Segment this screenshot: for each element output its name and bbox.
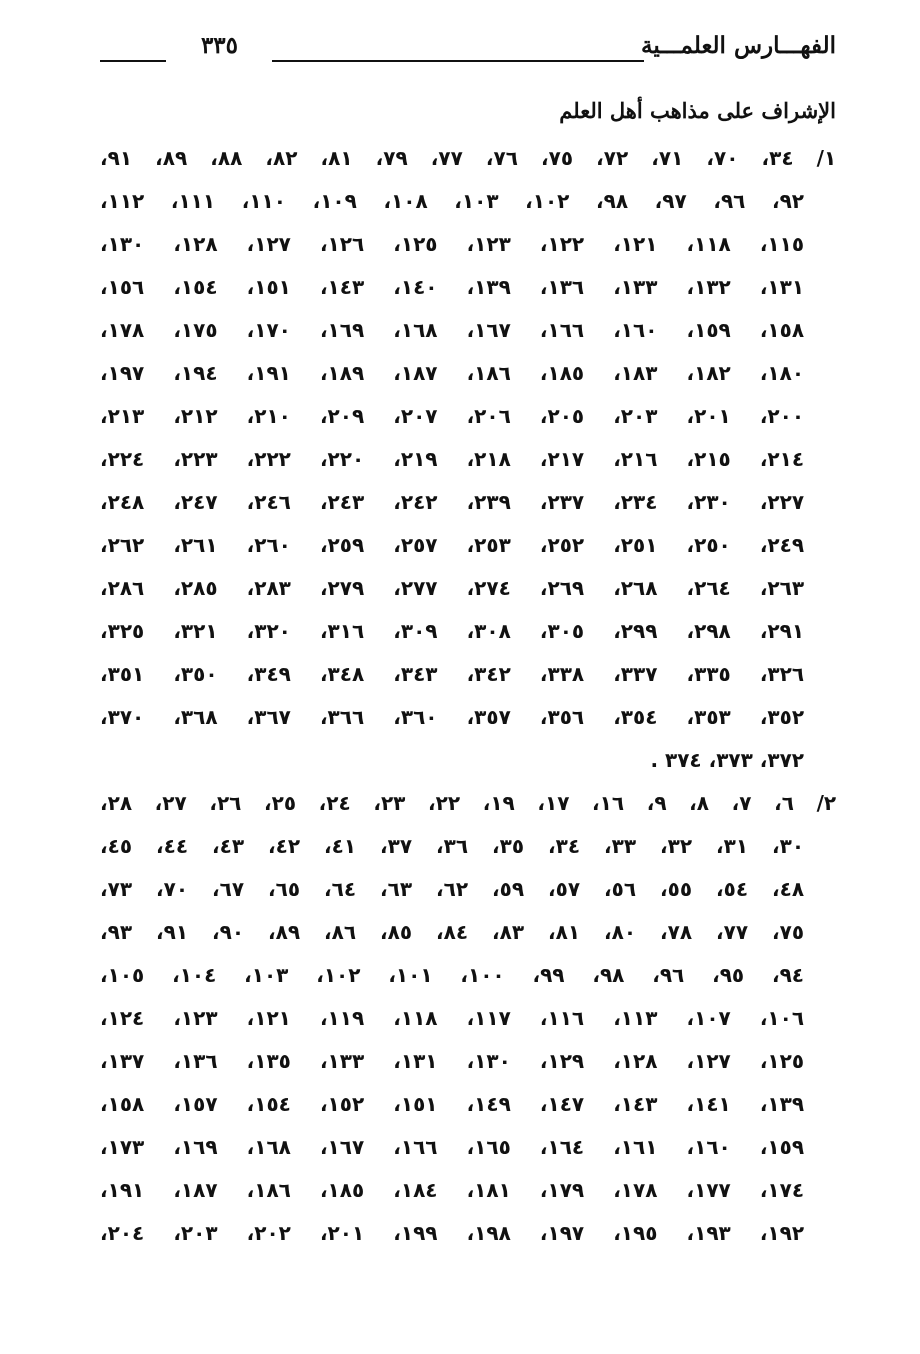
index-line: ١٣١، ١٣٢، ١٣٣، ١٣٦، ١٣٩، ١٤٠، ١٤٣، ١٥١، ١٥٤، ١٥٦،	[100, 275, 805, 299]
index-line: ١٥٨، ١٥٩، ١٦٠، ١٦٦، ١٦٧، ١٦٨، ١٦٩، ١٧٠، ١٧٥، ١٧٨،	[100, 318, 805, 342]
index-line: ٢٦٣، ٢٦٤، ٢٦٨، ٢٦٩، ٢٧٤، ٢٧٧، ٢٧٩، ٢٨٣، ٢٨٥، ٢٨٦،	[100, 576, 805, 600]
section-heading: الإشراف على مذاهب أهل العلم	[559, 98, 836, 123]
index-line: ١٠٦، ١٠٧، ١١٣، ١١٦، ١١٧، ١١٨، ١١٩، ١٢١، ١٢٣، ١٢٤،	[100, 1006, 805, 1030]
index-line: ١١٥، ١١٨، ١٢١، ١٢٢، ١٢٣، ١٢٥، ١٢٦، ١٢٧، ١٢٨، ١٣٠،	[100, 232, 805, 256]
index-line: ١/ ٣٤، ٧٠، ٧١، ٧٢، ٧٥، ٧٦، ٧٧، ٧٩، ٨١، ٨٢، ٨٨، ٨٩، ٩١،	[100, 146, 837, 170]
index-line: ١٩٢، ١٩٣، ١٩٥، ١٩٧، ١٩٨، ١٩٩، ٢٠١، ٢٠٢، ٢٠٣، ٢٠٤،	[100, 1221, 805, 1245]
index-entries	[100, 137, 836, 1255]
index-line: ١٨٠، ١٨٢، ١٨٣، ١٨٥، ١٨٦، ١٨٧، ١٨٩، ١٩١، ١٩٤، ١٩٧،	[100, 361, 805, 385]
index-line: ٤٨، ٥٤، ٥٥، ٥٦، ٥٧، ٥٩، ٦٢، ٦٣، ٦٤، ٦٥، ٦٧، ٧٠، ٧٣،	[100, 877, 805, 901]
index-line: ٢٠٠، ٢٠١، ٢٠٣، ٢٠٥، ٢٠٦، ٢٠٧، ٢٠٩، ٢١٠، ٢١٢، ٢١٣،	[100, 404, 805, 428]
index-line: ١٣٩، ١٤١، ١٤٣، ١٤٧، ١٤٩، ١٥١، ١٥٢، ١٥٤، ١٥٧، ١٥٨،	[100, 1092, 805, 1116]
index-line: ٣٢٦، ٣٣٥، ٣٣٧، ٣٣٨، ٣٤٢، ٣٤٣، ٣٤٨، ٣٤٩، ٣٥٠، ٣٥١،	[100, 662, 805, 686]
index-line: ٢١٤، ٢١٥، ٢١٦، ٢١٧، ٢١٨، ٢١٩، ٢٢٠، ٢٢٢، ٢٢٣، ٢٢٤،	[100, 447, 805, 471]
index-line: ٣٥٢، ٣٥٣، ٣٥٤، ٣٥٦، ٣٥٧، ٣٦٠، ٣٦٦، ٣٦٧، ٣٦٨، ٣٧٠،	[100, 705, 805, 729]
index-line: ٩٤، ٩٥، ٩٦، ٩٨، ٩٩، ١٠٠، ١٠١، ١٠٢، ١٠٣، ١٠٤، ١٠٥،	[100, 963, 804, 987]
index-line: ٢٩١، ٢٩٨، ٢٩٩، ٣٠٥، ٣٠٨، ٣٠٩، ٣١٦، ٣٢٠، ٣٢١، ٣٢٥،	[100, 619, 805, 643]
index-line: ٣٠، ٣١، ٣٢، ٣٣، ٣٤، ٣٥، ٣٦، ٣٧، ٤١، ٤٢، ٤٣، ٤٤، ٤٥،	[100, 834, 805, 858]
index-line: ٢/ ٦، ٧، ٨، ٩، ١٦، ١٧، ١٩، ٢٢، ٢٣، ٢٤، ٢٥، ٢٦، ٢٧، ٢٨،	[100, 791, 837, 815]
index-line: ٣٧٢، ٣٧٣، ٣٧٤ .	[650, 748, 804, 772]
page-number: ٣٣٥	[200, 32, 238, 59]
header-rule-short	[100, 60, 166, 62]
header-rule	[272, 60, 644, 62]
index-line: ٢٢٧، ٢٣٠، ٢٣٤، ٢٣٧، ٢٣٩، ٢٤٢، ٢٤٣، ٢٤٦، ٢٤٧، ٢٤٨،	[100, 490, 805, 514]
page-header	[100, 30, 836, 74]
index-line: ٧٥، ٧٧، ٧٨، ٨٠، ٨١، ٨٣، ٨٤، ٨٥، ٨٦، ٨٩، ٩٠، ٩١، ٩٣،	[100, 920, 805, 944]
index-line: ١٧٤، ١٧٧، ١٧٨، ١٧٩، ١٨١، ١٨٤، ١٨٥، ١٨٦، ١٨٧، ١٩١،	[100, 1178, 805, 1202]
running-title: الفهـــارس العلمـــية	[641, 32, 836, 59]
index-line: ١٥٩، ١٦٠، ١٦١، ١٦٤، ١٦٥، ١٦٦، ١٦٧، ١٦٨، ١٦٩، ١٧٣،	[100, 1135, 805, 1159]
index-line: ٢٤٩، ٢٥٠، ٢٥١، ٢٥٢، ٢٥٣، ٢٥٧، ٢٥٩، ٢٦٠، ٢٦١، ٢٦٢،	[100, 533, 805, 557]
index-line: ١٢٥، ١٢٧، ١٢٨، ١٢٩، ١٣٠، ١٣١، ١٣٣، ١٣٥، ١٣٦، ١٣٧،	[100, 1049, 805, 1073]
index-line: ٩٢، ٩٦، ٩٧، ٩٨، ١٠٢، ١٠٣، ١٠٨، ١٠٩، ١١٠، ١١١، ١١٢،	[100, 189, 805, 213]
